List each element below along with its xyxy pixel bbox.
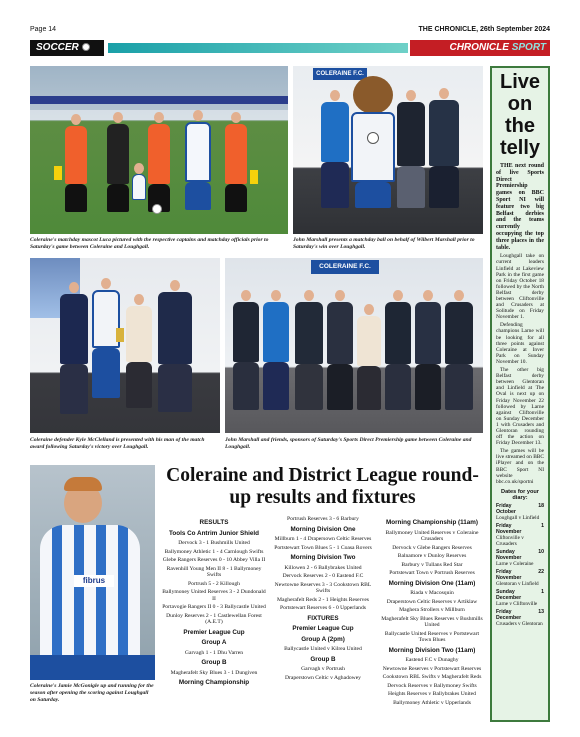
result-line: Cookstown RBL Swifts v Magherafelt Reds: [382, 674, 482, 680]
result-line: Garvagh v Portrush: [301, 666, 345, 672]
photo-matchday-ball: [293, 66, 483, 234]
date-month: November: [496, 574, 522, 581]
result-line: Dervock v Glebe Rangers Reserves: [392, 544, 472, 551]
date-day: Friday: [496, 608, 512, 615]
trophy-icon: [116, 328, 124, 342]
result-line: Riada v Macosquin: [410, 590, 454, 596]
photo-sponsors: [225, 258, 483, 433]
section-heading: Group B: [310, 655, 336, 663]
result-line: Eastend F.C v Dunaghy: [405, 657, 459, 663]
result-line: Ballymoney Athletic 1 - 4 Carnlough Swifts: [164, 548, 264, 555]
result-line: Newtowne Reserves 3 - 3 Cookstown RBL Swifts: [274, 581, 372, 594]
publication-date: THE CHRONICLE, 26th September 2024: [418, 26, 550, 33]
result-line: Portavogie Rangers II 0 - 3 Ballycastle United: [162, 604, 266, 610]
date-entry: [496, 569, 544, 587]
result-line: Barbury v Tullans Red Star: [401, 561, 463, 568]
chronicle-sport-label: CHRONICLE SPORT: [410, 40, 550, 56]
photo-mascot-captains: [30, 66, 288, 234]
football-icon: [82, 43, 90, 51]
date-day: Friday: [496, 502, 512, 509]
section-heading: Morning Championship: [178, 679, 250, 686]
section-heading: Group A: [201, 639, 227, 646]
section-heading: Morning Division One (11am): [388, 579, 476, 587]
section-heading: Morning Championship (11am): [385, 519, 478, 526]
result-line: Newtowne Reserves v Portstewart Reserves: [382, 665, 482, 672]
result-line: Heights Reserves v Ballybrakes United: [388, 691, 476, 697]
date-month: November: [496, 554, 522, 561]
result-line: Maghera Strollers v Millburn: [399, 607, 465, 613]
result-line: Dervock Reserves v Ballymoney Swifts: [387, 682, 477, 689]
match-ball-icon: [367, 132, 379, 144]
section-heading: FIXTURES: [307, 614, 339, 622]
live-on-telly-sidebar: [490, 66, 550, 722]
folio: [30, 24, 550, 36]
results-column-1: [162, 516, 266, 690]
caption-sponsors: John Marshall and friends, sponsors of Saturday's Sports Direct Premiership game between Coleraine and Loughgall.: [225, 437, 472, 450]
result-line: Portstewart Town Blues 5 - 1 Coasa Rovers: [274, 544, 372, 551]
photo-man-of-the-match: [30, 258, 220, 433]
sidebar-lead: THE next round of live Sports Direct Premiership games on BBC Sport NI will feature two big Belfast derbies and the teams currently occupying the top three places in the table.: [496, 163, 544, 251]
date-number: 1: [541, 588, 544, 595]
date-fixture: Crusaders v Glentoran: [496, 620, 543, 627]
page-number: Page 14: [30, 26, 57, 33]
caption-man-of-the-match: Coleraine defender Kyle McClelland is presented with his man of the match award following Saturday's victory over Loughgall.: [30, 437, 205, 450]
sidebar-paragraph: The games will be live streamed on BBC iPlayer and on the BBC Sport NI website bbc.co.uk/sportni: [496, 448, 544, 485]
date-fixture: Cliftonville v Crusaders: [496, 534, 524, 547]
shirt-sponsor: fibrus: [74, 575, 114, 587]
section-heading: Group B: [201, 659, 227, 666]
club-sign: COLERAINE F.C.: [313, 68, 367, 80]
section-heading: Tools Co Antrim Junior Shield: [169, 529, 259, 537]
date-number: 10: [538, 548, 544, 555]
date-fixture: Larne v Cliftonville: [496, 600, 538, 607]
soccer-label: SOCCER: [30, 40, 104, 56]
sidebar-paragraph: Loughgall take on current leaders Linfield at Lakeview Park in the first game on Friday October 18 followed by the North Belfast derby between Cliftonville and Crusaders at Solitude on Friday November 1.: [496, 253, 544, 321]
flag-icon: [250, 170, 258, 184]
player-shirt: [40, 525, 140, 655]
dates-heading: Dates for your diary:: [501, 488, 539, 501]
section-heading: Premier League Cup: [183, 628, 245, 636]
match-ball-icon: [152, 204, 162, 214]
date-month: December: [496, 614, 522, 621]
sidebar-paragraph: Defending champions Larne will be looking for all three points against Coleraine at Inver Park on Sunday November 10.: [496, 322, 544, 365]
result-line: Ballymoney United Reserves v Coleraine Crusaders: [385, 529, 479, 542]
result-line: Killowen 2 - 6 Ballybrakes United: [284, 564, 362, 571]
date-month: October: [496, 508, 516, 515]
result-line: Ballymoney Athletic v Upperlands: [393, 699, 471, 706]
section-heading: RESULTS: [199, 519, 229, 526]
date-month: December: [496, 594, 522, 601]
result-line: Ballymoney United Reserves 3 - 2 Dundonald II: [162, 589, 266, 602]
date-entry: [496, 589, 544, 607]
result-line: Portstewart Town v Portrush Reserves: [389, 570, 475, 576]
date-day: Friday: [496, 522, 512, 529]
result-line: Portstewart Reserves 6 - 0 Upperlands: [280, 605, 366, 611]
result-line: Garvagh 1 - 1 Dhu Varren: [184, 649, 244, 656]
results-column-3: [380, 516, 484, 708]
bear-mascot: [353, 76, 393, 114]
sidebar-title: Live on the telly: [499, 71, 541, 159]
sidebar-paragraph: The other big Belfast derby between Glentoran and Linfield at The Oval is next up on Friday November 22 followed by Larne against Cliftonville on Sunday December 1 with Crusaders and Glentoran rounding off the action on Friday December 13.: [496, 367, 544, 447]
caption-mascot: Coleraine's matchday mascot Luca pictured with the respective captains and matchday officials prior to Saturday's game between Coleraine and Loughgall.: [30, 237, 269, 250]
date-number: 22: [538, 568, 544, 575]
caption-matchday-ball: John Marshall presents a matchday ball on behalf of Wilbert Marshall prior to Saturday's win over Loughgall.: [293, 237, 475, 250]
date-entry: [496, 549, 544, 567]
section-heading: Morning Division One: [290, 525, 356, 533]
date-fixture: Glentoran v Linfield: [496, 580, 539, 587]
result-line: Dunloy Reserves 2 - 1 Castlewellan Forest (A.E.T): [166, 612, 262, 625]
result-line: Millburn 1 - 4 Drapersown Celtic Reserves: [274, 536, 372, 542]
result-line: Ballycastle United Reserves v Portstewart Town Blues: [384, 630, 480, 643]
result-line: Balnamore v Dunloy Reserves: [397, 553, 467, 559]
section-heading: Morning Division Two: [290, 554, 356, 561]
date-fixture: Larne v Coleraine: [496, 560, 534, 567]
result-line: Dervock Reserves 2 - 0 Eastend F.C: [282, 573, 364, 579]
section-heading: Morning Division Two (11am): [388, 646, 476, 654]
date-day: Sunday: [496, 548, 515, 555]
date-day: Sunday: [496, 588, 515, 595]
date-number: 13: [538, 608, 544, 615]
date-number: 18: [538, 502, 544, 509]
date-fixture: Loughgall v Linfield: [496, 514, 540, 521]
result-line: Glebe Rangers Reserves 0 - 10 Abbey Villa II: [162, 557, 266, 563]
result-line: Dervock 3 - 1 Bushmills United: [178, 540, 250, 546]
club-sign: COLERAINE F.C.: [311, 260, 379, 274]
section-banner: [30, 40, 550, 56]
result-line: Magherafelt Reds 2 - 1 Heights Reserves: [277, 596, 369, 603]
page-headline: Coleraine and District League round-up results and fixtures: [166, 465, 479, 508]
date-entry: [496, 609, 544, 627]
result-line: Draperstown Celtic v Aghadowey: [285, 674, 361, 681]
result-line: Ballycastle United v Kilrea United: [284, 646, 362, 652]
result-line: Magherafelt Sky Blues Reserves v Bushmills United: [381, 615, 483, 628]
sidebar-body: [496, 163, 544, 485]
date-day: Friday: [496, 568, 512, 575]
section-heading: Group A (2pm): [301, 635, 345, 643]
section-heading: Premier League Cup: [292, 625, 354, 632]
date-month: November: [496, 528, 522, 535]
date-entry: [496, 523, 544, 547]
results-column-2: [271, 516, 375, 683]
caption-jamie-mcgonigle: Coleraine's Jamie McGonigle up and running for the season after opening the scoring against Loughgall on Saturday.: [30, 683, 154, 703]
photo-jamie-mcgonigle: [30, 465, 155, 680]
result-line: Ravenhill Young Men II 8 - 1 Ballymoney Swifts: [166, 565, 262, 578]
result-line: Portrush Reserves 3 - 6 Barbury: [287, 516, 359, 522]
date-entry: [496, 503, 544, 521]
date-number: 1: [541, 522, 544, 529]
flag-icon: [54, 166, 62, 180]
dates-list: [496, 503, 544, 627]
result-line: Magherafelt Sky Blues 3 - 1 Dungiven: [170, 669, 258, 676]
result-line: Draperstown Celtic Reserves v Artiklaw: [386, 598, 478, 605]
banner-stripe: [108, 43, 408, 53]
result-line: Portrush 5 - 2 Killough: [188, 580, 240, 587]
